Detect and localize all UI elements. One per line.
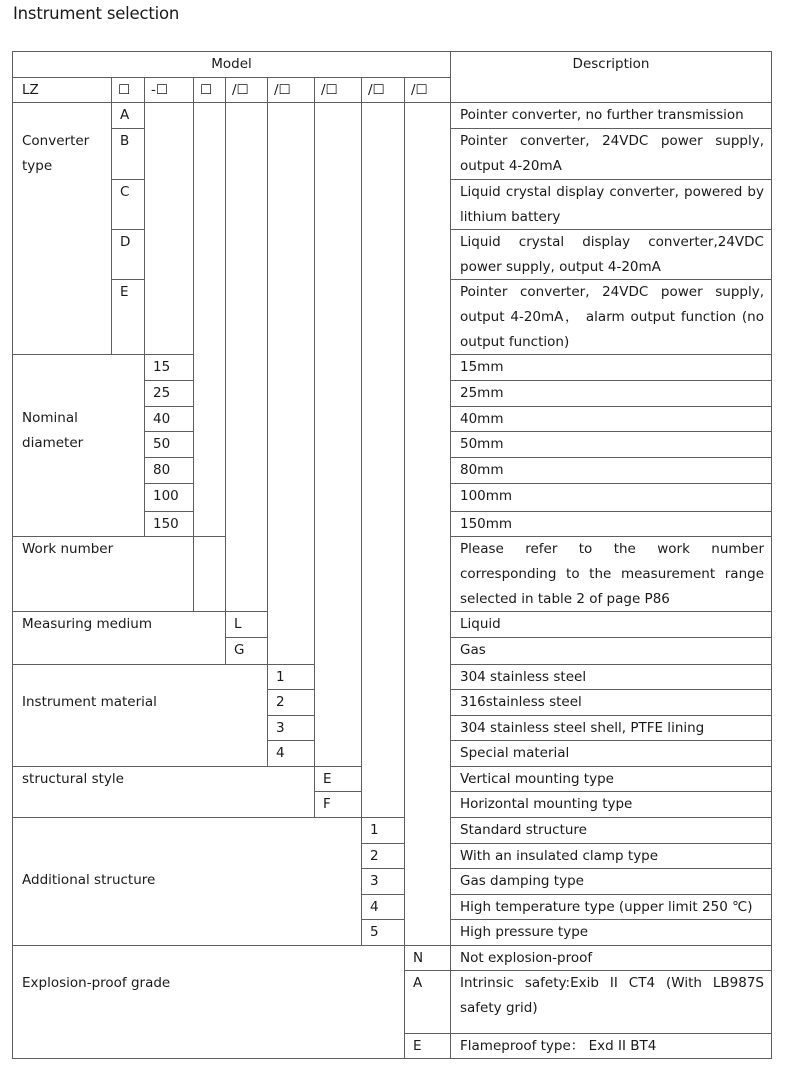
option-description: Gas	[450, 637, 772, 665]
model-code-slot: /☐	[314, 77, 362, 103]
option-description: Liquid	[450, 611, 772, 638]
page-title: Instrument selection	[13, 4, 180, 23]
description-header: Description	[450, 51, 772, 103]
option-description: Standard structure	[450, 817, 772, 844]
option-description: Liquid crystal display converter, powered by lithium battery	[450, 179, 772, 230]
option-code: G	[225, 637, 268, 665]
option-code: 5	[361, 919, 405, 946]
empty-column	[144, 102, 194, 355]
option-description: Pointer converter, no further transmission	[450, 102, 772, 129]
option-code: C	[111, 179, 145, 230]
model-code-slot: /☐	[361, 77, 405, 103]
option-code: E	[314, 766, 362, 792]
option-code: 2	[361, 843, 405, 869]
model-prefix: LZ	[12, 77, 112, 103]
option-code: 25	[144, 380, 194, 407]
option-code: 15	[144, 354, 194, 381]
option-code: 40	[144, 406, 194, 432]
option-description: 150mm	[450, 511, 772, 537]
option-description: Liquid crystal display converter,24VDC power supply, output 4-20mA	[450, 229, 772, 280]
option-description: Flameproof type： Exd II BT4	[450, 1033, 772, 1059]
empty-column	[314, 102, 362, 767]
option-code: 2	[267, 689, 315, 716]
option-code: F	[314, 791, 362, 818]
option-code: 80	[144, 457, 194, 484]
option-description: High pressure type	[450, 919, 772, 946]
option-description: 304 stainless steel shell, PTFE lining	[450, 715, 772, 741]
option-code: 1	[267, 664, 315, 690]
nominal-diameter-label: Nominal diameter	[12, 354, 145, 537]
option-code: 100	[144, 483, 194, 512]
option-code: L	[225, 611, 268, 638]
option-description: Intrinsic safety:Exib II CT4 (With LB987S safety grid)	[450, 970, 772, 1034]
option-code: B	[111, 128, 145, 180]
model-code-slot: -☐	[144, 77, 194, 103]
instrument-material-label: Instrument material	[12, 664, 268, 767]
option-code: D	[111, 229, 145, 280]
option-description: 80mm	[450, 457, 772, 484]
option-code: 150	[144, 511, 194, 537]
option-code: E	[404, 1033, 451, 1059]
option-description: 40mm	[450, 406, 772, 432]
option-description: 50mm	[450, 431, 772, 458]
empty-column	[267, 102, 315, 665]
converter-type-label: Converter type	[12, 102, 112, 355]
option-description: 15mm	[450, 354, 772, 381]
work-number-label: Work number	[12, 536, 194, 612]
model-code-slot: /☐	[404, 77, 451, 103]
option-code: N	[404, 945, 451, 971]
option-description: 100mm	[450, 483, 772, 512]
option-code: A	[111, 102, 145, 129]
option-description: Pointer converter, 24VDC power supply, output 4-20mA	[450, 128, 772, 180]
option-code: A	[404, 970, 451, 1034]
option-description: Horizontal mounting type	[450, 791, 772, 818]
work-number-description: Please refer to the work number corresponding to the measurement range selected in table 2 of page P86	[450, 536, 772, 612]
option-code: 3	[361, 868, 405, 895]
option-description: Not explosion-proof	[450, 945, 772, 971]
model-code-slot: ☐	[193, 77, 226, 103]
empty-column	[404, 102, 451, 946]
option-code: E	[111, 279, 145, 355]
model-code-slot: /☐	[267, 77, 315, 103]
model-code-slot: ☐	[111, 77, 145, 103]
option-code: 3	[267, 715, 315, 741]
empty-column	[193, 536, 226, 612]
model-header: Model	[12, 51, 451, 78]
structural-style-label: structural style	[12, 766, 315, 818]
option-code: 4	[267, 740, 315, 767]
measuring-medium-label: Measuring medium	[12, 611, 226, 665]
option-description: 25mm	[450, 380, 772, 407]
option-code: 50	[144, 431, 194, 458]
option-description: Special material	[450, 740, 772, 767]
option-description: High temperature type (upper limit 250 ℃)	[450, 894, 772, 920]
option-code: 1	[361, 817, 405, 844]
option-description: 316stainless steel	[450, 689, 772, 716]
empty-column	[225, 102, 268, 612]
option-description: Pointer converter, 24VDC power supply, output 4-20mA， alarm output function (no output function)	[450, 279, 772, 355]
additional-structure-label: Additional structure	[12, 817, 362, 946]
option-code: 4	[361, 894, 405, 920]
option-description: Vertical mounting type	[450, 766, 772, 792]
explosion-proof-grade-label: Explosion-proof grade	[12, 945, 405, 1059]
option-description: Gas damping type	[450, 868, 772, 895]
option-description: 304 stainless steel	[450, 664, 772, 690]
empty-column	[361, 102, 405, 818]
option-description: With an insulated clamp type	[450, 843, 772, 869]
model-code-slot: /☐	[225, 77, 268, 103]
